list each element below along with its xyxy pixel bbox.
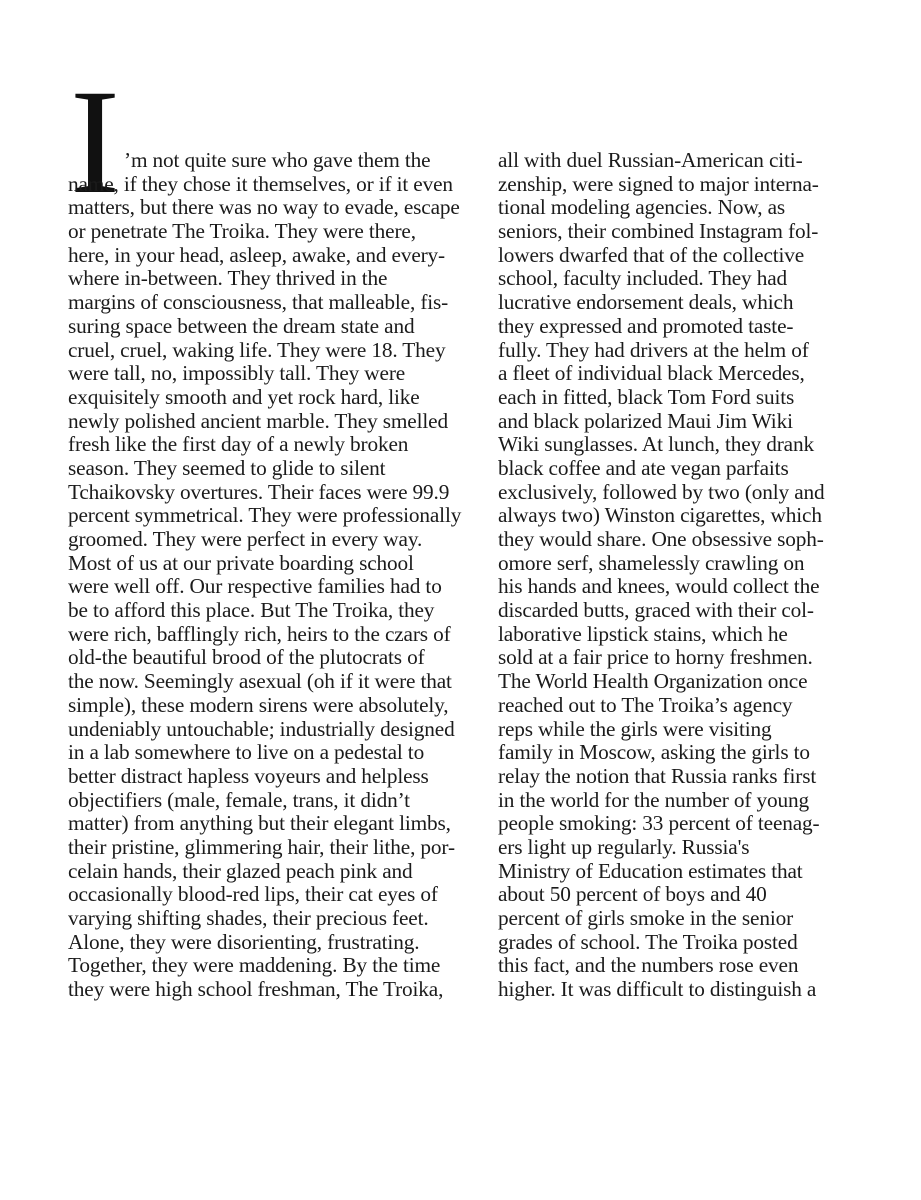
text-line: were rich, bafflingly rich, heirs to the czars of: [68, 621, 451, 646]
text-line: about 50 percent of boys and 40: [498, 882, 767, 907]
text-line: exclusively, followed by two (only and: [498, 479, 825, 504]
text-line: ers light up regularly. Russia's: [498, 834, 750, 859]
text-line: people smoking: 33 percent of teenag-: [498, 811, 820, 836]
text-line: omore serf, shamelessly crawling on: [498, 550, 805, 575]
text-line: or penetrate The Troika. They were there,: [68, 219, 416, 244]
text-line: undeniably untouchable; industrially designed: [68, 716, 455, 741]
text-line: lowers dwarfed that of the collective: [498, 242, 805, 267]
text-line: where in-between. They thrived in the: [68, 266, 388, 291]
text-line: they expressed and promoted taste-: [498, 313, 794, 338]
text-line: in a lab somewhere to live on a pedestal to: [68, 740, 425, 765]
text-line: percent of girls smoke in the senior: [498, 906, 794, 930]
text-line: old-the beautiful brood of the plutocrats of: [68, 645, 425, 670]
text-line: all with duel Russian-American citi-: [498, 148, 803, 172]
text-line: were tall, no, impossibly tall. They were: [68, 361, 406, 386]
text-line: Tchaikovsky overtures. Their faces were 99.9: [68, 479, 450, 504]
text-line: laborative lipstick stains, which he: [498, 621, 788, 646]
text-line: were well off. Our respective families had to: [68, 574, 442, 599]
text-line: here, in your head, asleep, awake, and every-: [68, 242, 445, 267]
text-line: black coffee and ate vegan parfaits: [498, 455, 789, 480]
text-line: margins of consciousness, that malleable, fis-: [68, 290, 449, 315]
text-line: Ministry of Education estimates that: [498, 858, 803, 883]
text-line: sold at a fair price to horny freshmen.: [498, 645, 813, 670]
text-line: their pristine, glimmering hair, their lithe, por-: [68, 834, 455, 859]
right-column: [498, 149, 825, 1002]
text-line: fresh like the first day of a newly broken: [68, 432, 409, 457]
text-line: in the world for the number of young: [498, 787, 810, 812]
text-line: reached out to The Troika’s agency: [498, 692, 793, 717]
text-line: Wiki sunglasses. At lunch, they drank: [498, 432, 814, 457]
text-line: they would share. One obsessive soph-: [498, 527, 824, 551]
text-line: Alone, they were disorienting, frustrating.: [68, 929, 420, 954]
text-line: and black polarized Maui Jim Wiki: [498, 408, 793, 433]
text-line: the now. Seemingly asexual (oh if it were that: [68, 669, 452, 694]
text-line: fully. They had drivers at the helm of: [498, 337, 809, 362]
text-line: occasionally blood-red lips, their cat eyes of: [68, 882, 438, 907]
text-line: reps while the girls were visiting: [498, 716, 772, 741]
text-line: they were high school freshman, The Troika,: [68, 977, 444, 1002]
text-line: ’m not quite sure who gave them the: [124, 148, 431, 172]
text-line: school, faculty included. They had: [498, 266, 788, 291]
text-line: percent symmetrical. They were professionally: [68, 503, 462, 528]
text-line: name, if they chose it themselves, or if it even: [68, 171, 453, 196]
text-line: zenship, were signed to major interna-: [498, 171, 819, 196]
text-line: better distract hapless voyeurs and helpless: [68, 763, 429, 788]
text-line: his hands and knees, would collect the: [498, 574, 820, 599]
text-line: lucrative endorsement deals, which: [498, 290, 794, 315]
text-line: season. They seemed to glide to silent: [68, 455, 386, 480]
text-line: Most of us at our private boarding school: [68, 550, 414, 575]
text-line: newly polished ancient marble. They smelled: [68, 408, 448, 433]
text-line: be to afford this place. But The Troika, they: [68, 598, 435, 623]
text-line: Together, they were maddening. By the time: [68, 953, 441, 978]
text-line: The World Health Organization once: [498, 669, 808, 694]
text-line: seniors, their combined Instagram fol-: [498, 219, 819, 244]
text-line: exquisitely smooth and yet rock hard, like: [68, 384, 420, 409]
text-line: discarded butts, graced with their col-: [498, 598, 814, 623]
text-line: always two) Winston cigarettes, which: [498, 503, 822, 528]
text-line: simple), these modern sirens were absolutely,: [68, 692, 449, 717]
text-line: grades of school. The Troika posted: [498, 929, 798, 954]
drop-cap: I: [70, 59, 120, 225]
text-line: family in Moscow, asking the girls to: [498, 740, 810, 765]
text-line: matter) from anything but their elegant limbs,: [68, 811, 451, 836]
text-line: higher. It was difficult to distinguish a: [498, 977, 817, 1002]
text-line: relay the notion that Russia ranks first: [498, 763, 817, 788]
text-line: a fleet of individual black Mercedes,: [498, 361, 805, 386]
text-line: groomed. They were perfect in every way.: [68, 527, 423, 551]
text-line: celain hands, their glazed peach pink and: [68, 858, 413, 883]
text-line: objectifiers (male, female, trans, it didn’t: [68, 787, 410, 812]
text-line: this fact, and the numbers rose even: [498, 953, 799, 978]
text-line: each in fitted, black Tom Ford suits: [498, 384, 795, 409]
text-line: suring space between the dream state and: [68, 313, 415, 338]
text-line: matters, but there was no way to evade, escape: [68, 195, 460, 220]
text-line: varying shifting shades, their precious feet.: [68, 906, 429, 930]
left-column: [68, 149, 461, 1002]
text-line: cruel, cruel, waking life. They were 18. They: [68, 337, 446, 362]
text-line: tional modeling agencies. Now, as: [498, 195, 786, 220]
